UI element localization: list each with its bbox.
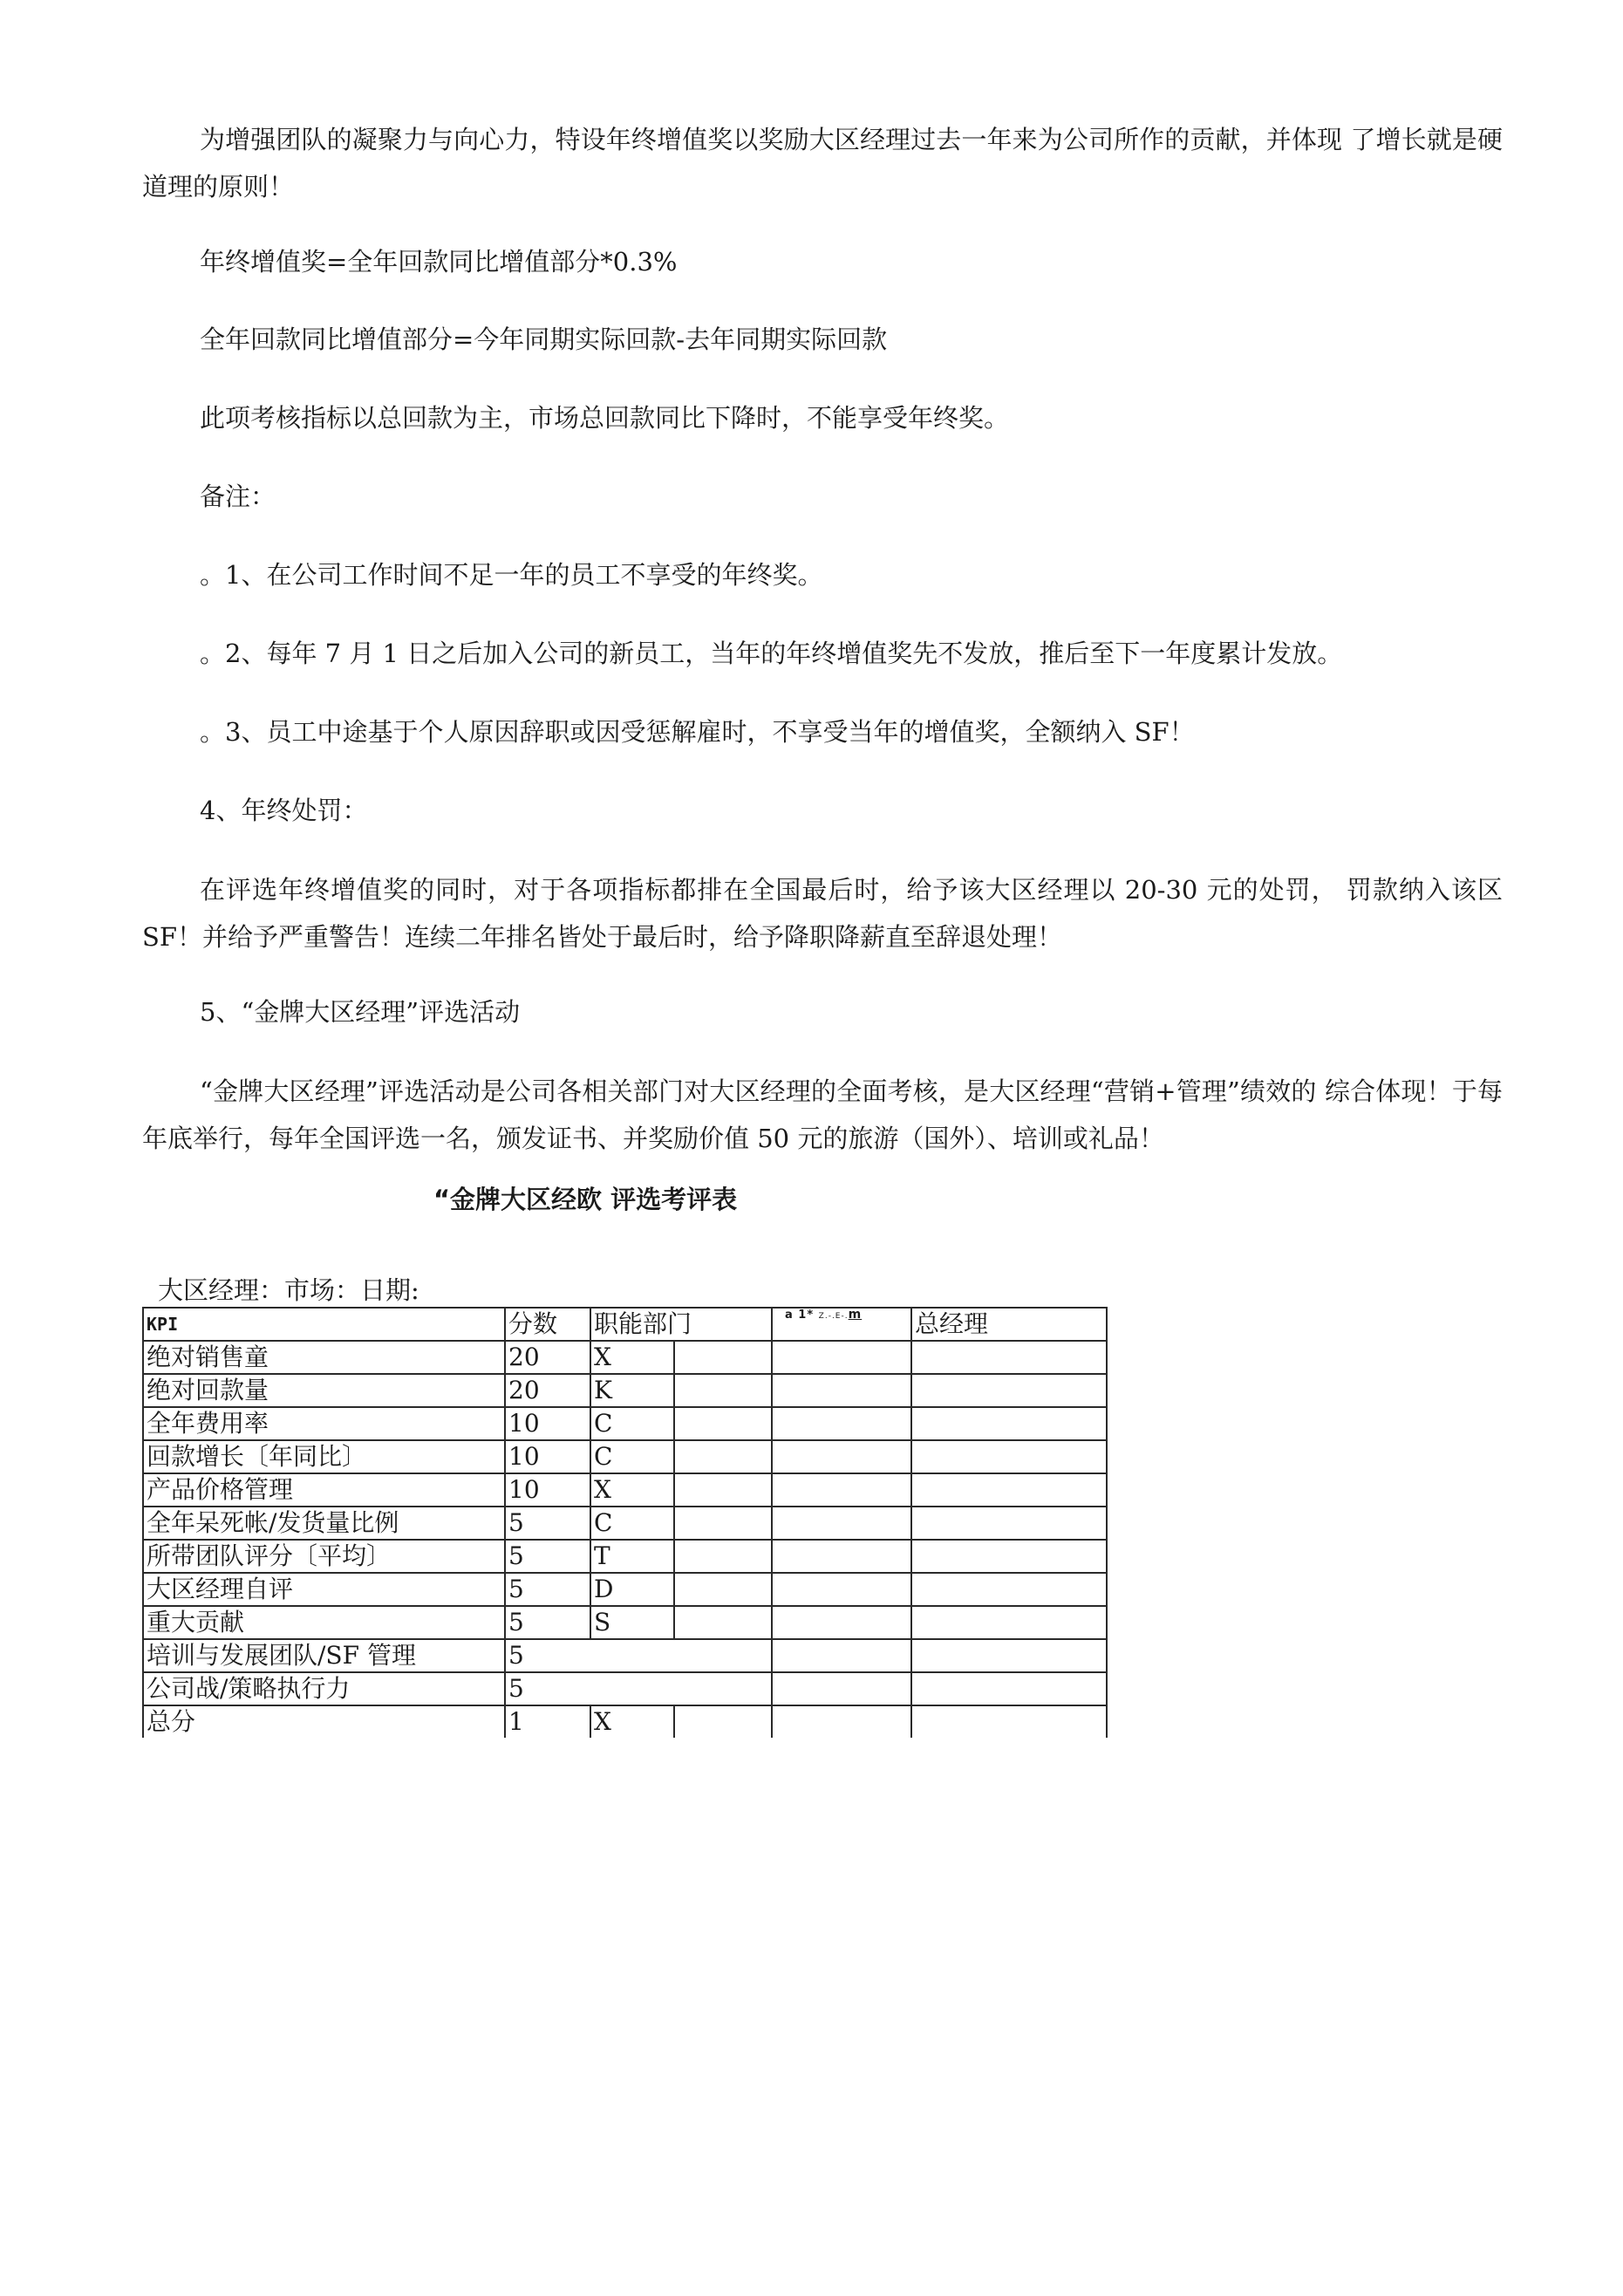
score-cell: 5 xyxy=(505,1540,590,1573)
empty-cell xyxy=(772,1440,911,1473)
remark-2: 。2、每年 7 月 1 日之后加入公司的新员工，当年的年终增值奖先不发放，推后至下一年度累计发放。 xyxy=(200,639,1343,668)
kpi-cell: 大区经理自评 xyxy=(143,1573,505,1606)
kpi-cell: 绝对销售童 xyxy=(143,1341,505,1374)
kpi-cell: 所带团队评分〔平均〕 xyxy=(143,1540,505,1573)
score-cell: 10 xyxy=(505,1440,590,1473)
score-cell: 10 xyxy=(505,1473,590,1507)
total-dept-cell: X xyxy=(590,1705,674,1738)
empty-cell xyxy=(911,1540,1107,1573)
empty-cell xyxy=(772,1606,911,1639)
table-row xyxy=(143,1374,1107,1407)
assessment-note: 此项考核指标以总回款为主，市场总回款同比下降时，不能享受年终奖。 xyxy=(200,403,1010,433)
empty-cell xyxy=(772,1473,911,1507)
garbled-small-text: Z.-.E-. xyxy=(818,1312,849,1321)
dept-cell: X xyxy=(590,1473,674,1507)
score-cell: 10 xyxy=(505,1407,590,1440)
empty-cell xyxy=(772,1341,911,1374)
table-row xyxy=(143,1341,1107,1374)
garbled-underlined-text: m xyxy=(848,1308,863,1322)
empty-cell xyxy=(911,1639,1107,1672)
kpi-cell: 产品价格管理 xyxy=(143,1473,505,1507)
penalty-heading: 4、年终处罚： xyxy=(200,796,368,825)
empty-cell xyxy=(674,1606,772,1639)
empty-cell xyxy=(674,1374,772,1407)
kpi-cell: 回款增长〔年同比〕 xyxy=(143,1440,505,1473)
dept-cell: X xyxy=(590,1341,674,1374)
gold-manager-paragraph: “金牌大区经理”评选活动是公司各相关部门对大区经理的全面考核，是大区经理“营销+管理”绩效的 综合体现！于每年底举行，每年全国评选一名，颁发证书、并奖励价值 50 元的旅游（国外）、培训或礼品！ xyxy=(142,1076,1503,1153)
form-header-line: 大区经理：市场：日期: xyxy=(158,1275,419,1305)
empty-cell xyxy=(911,1606,1107,1639)
kpi-cell: 培训与发展团队/SF 管理 xyxy=(143,1639,505,1672)
score-cell: 5 xyxy=(505,1573,590,1606)
score-cell: 5 xyxy=(505,1639,772,1672)
intro-paragraph: 为增强团队的凝聚力与向心力，特设年终增值奖以奖励大区经理过去一年来为公司所作的贡献，并体现 了增长就是硬道理的原则！ xyxy=(142,125,1503,202)
dept-cell: C xyxy=(590,1507,674,1540)
empty-cell xyxy=(911,1705,1107,1738)
empty-cell xyxy=(674,1341,772,1374)
dept-cell: T xyxy=(590,1540,674,1573)
score-cell: 20 xyxy=(505,1341,590,1374)
empty-cell xyxy=(911,1440,1107,1473)
dept-cell: D xyxy=(590,1573,674,1606)
total-row xyxy=(143,1705,1107,1738)
empty-cell xyxy=(772,1705,911,1738)
remark-1: 。1、在公司工作时间不足一年的员工不享受的年终奖。 xyxy=(200,560,823,590)
kpi-cell: 重大贡献 xyxy=(143,1606,505,1639)
dept-cell: S xyxy=(590,1606,674,1639)
dept-column-header: 职能部门 xyxy=(590,1308,772,1341)
score-cell: 5 xyxy=(505,1606,590,1639)
empty-cell xyxy=(911,1374,1107,1407)
formula-increase: 全年回款同比增值部分=今年同期实际回款-去年同期实际回款 xyxy=(200,325,888,354)
kpi-evaluation-table xyxy=(142,1307,1108,1738)
garbled-text: a 1* xyxy=(785,1309,819,1322)
total-label-cell: 总分 xyxy=(143,1705,505,1738)
empty-cell xyxy=(674,1473,772,1507)
formula-bonus: 年终增值奖=全年回款同比增值部分*0.3% xyxy=(200,247,678,277)
empty-cell xyxy=(911,1507,1107,1540)
table-row xyxy=(143,1606,1107,1639)
table-row xyxy=(143,1407,1107,1440)
empty-cell xyxy=(772,1407,911,1440)
dept-cell: C xyxy=(590,1407,674,1440)
empty-cell xyxy=(911,1407,1107,1440)
empty-cell xyxy=(772,1507,911,1540)
table-header-row xyxy=(143,1308,1107,1341)
remark-3: 。3、员工中途基于个人原因辞职或因受惩解雇时，不享受当年的增值奖，全额纳入 SF！ xyxy=(200,717,1195,747)
empty-cell xyxy=(674,1540,772,1573)
kpi-cell: 全年呆死帐/发货量比例 xyxy=(143,1507,505,1540)
empty-cell xyxy=(674,1573,772,1606)
garbled-column-header xyxy=(772,1308,911,1341)
kpi-cell: 全年费用率 xyxy=(143,1407,505,1440)
score-cell: 5 xyxy=(505,1672,772,1705)
remarks-label: 备注： xyxy=(200,482,276,511)
dept-cell: C xyxy=(590,1440,674,1473)
empty-cell xyxy=(674,1705,772,1738)
empty-cell xyxy=(674,1440,772,1473)
penalty-paragraph: 在评选年终增值奖的同时，对于各项指标都排在全国最后时，给予该大区经理以 20-30 元的处罚， 罚款纳入该区 SF！并给予严重警告！连续二年排名皆处于最后时，给予降职降薪直至辞退处理！ xyxy=(142,875,1503,952)
empty-cell xyxy=(674,1407,772,1440)
table-row xyxy=(143,1573,1107,1606)
gold-manager-heading: 5、“金牌大区经理”评选活动 xyxy=(200,997,521,1027)
empty-cell xyxy=(674,1507,772,1540)
score-cell: 5 xyxy=(505,1507,590,1540)
kpi-cell: 公司战/策略执行力 xyxy=(143,1672,505,1705)
table-row xyxy=(143,1540,1107,1573)
kpi-cell: 绝对回款量 xyxy=(143,1374,505,1407)
empty-cell xyxy=(772,1374,911,1407)
form-title: “金牌大区经欧 评选考评表 xyxy=(433,1185,738,1214)
empty-cell xyxy=(772,1672,911,1705)
table-row xyxy=(143,1639,1107,1672)
dept-cell: K xyxy=(590,1374,674,1407)
table-row xyxy=(143,1507,1107,1540)
kpi-column-header: KPI xyxy=(143,1308,505,1341)
score-column-header: 分数 xyxy=(505,1308,590,1341)
empty-cell xyxy=(911,1341,1107,1374)
empty-cell xyxy=(911,1672,1107,1705)
empty-cell xyxy=(911,1573,1107,1606)
gm-column-header: 总经理 xyxy=(911,1308,1107,1341)
empty-cell xyxy=(772,1639,911,1672)
table-row xyxy=(143,1440,1107,1473)
empty-cell xyxy=(911,1473,1107,1507)
empty-cell xyxy=(772,1573,911,1606)
table-row xyxy=(143,1672,1107,1705)
score-cell: 20 xyxy=(505,1374,590,1407)
empty-cell xyxy=(772,1540,911,1573)
table-row xyxy=(143,1473,1107,1507)
total-score-cell: 1 xyxy=(505,1705,590,1738)
